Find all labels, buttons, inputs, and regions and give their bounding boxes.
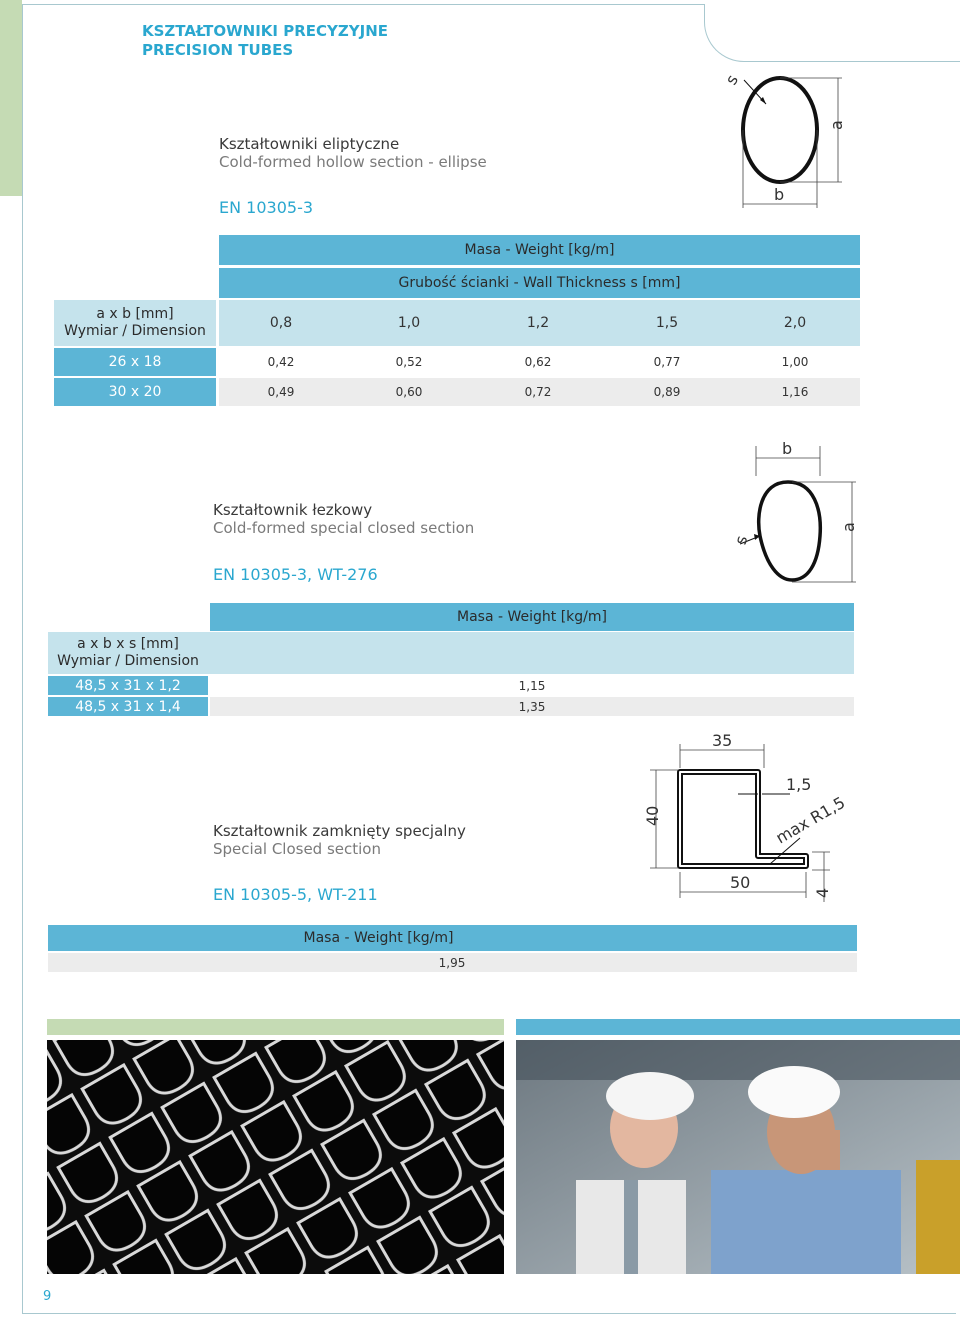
ellipse-dim-label-1: a x b [mm]: [96, 306, 174, 322]
special-row-dim: 48,5 x 31 x 1,2: [48, 676, 208, 695]
special-title-en: Cold-formed special closed section: [213, 519, 475, 537]
thickness-value: 0,8: [269, 315, 293, 331]
ellipse-dim-label-2: Wymiar / Dimension: [64, 323, 206, 339]
closed-dim-4: 4: [813, 887, 832, 898]
ellipse-title-en: Cold-formed hollow section - ellipse: [219, 153, 487, 171]
ellipse-thickness-header: Grubość ścianki - Wall Thickness s [mm]: [219, 268, 860, 298]
table-cell: 0,52: [395, 355, 423, 369]
teardrop-diagram: [730, 436, 860, 588]
tubes-photo: [47, 1040, 504, 1274]
thickness-value: 2,0: [783, 315, 807, 331]
table-cell: 0,62: [524, 355, 552, 369]
teardrop-dim-a: a: [839, 522, 858, 532]
table-row: [219, 348, 860, 376]
closed-section-diagram: [630, 726, 860, 906]
closed-weight-value: 1,95: [438, 955, 466, 970]
table-cell: 0,49: [267, 385, 295, 399]
teardrop-dim-s: s: [730, 533, 752, 547]
ellipse-diagram: [720, 60, 870, 210]
table-cell: 0,72: [524, 385, 552, 399]
special-row-value: 1,35: [210, 697, 854, 716]
workers-photo: [516, 1040, 960, 1274]
workers-photo-graphic: [516, 1040, 960, 1274]
ellipse-dim-a: a: [827, 120, 846, 130]
closed-standard: EN 10305-5, WT-211: [213, 885, 378, 904]
photo-accent-bar-right: [516, 1019, 960, 1035]
header-title-en: PRECISION TUBES: [142, 41, 294, 59]
special-weight-header: Masa - Weight [kg/m]: [210, 603, 854, 631]
closed-weight-header-text: Masa - Weight [kg/m]: [303, 930, 454, 946]
ellipse-weight-header: Masa - Weight [kg/m]: [219, 235, 860, 265]
closed-weight-header: [48, 925, 857, 951]
ellipse-dim-s: s: [721, 71, 742, 88]
page-number: 9: [43, 1289, 52, 1304]
teardrop-dim-b: b: [782, 439, 793, 458]
ellipse-standard: EN 10305-3: [219, 198, 314, 217]
header-title-pl: KSZTAŁTOWNIKI PRECYZYJNE: [142, 22, 388, 40]
thickness-value: 1,0: [397, 315, 421, 331]
ellipse-dim-b: b: [774, 185, 785, 204]
table-cell: 1,16: [781, 385, 809, 399]
special-standard: EN 10305-3, WT-276: [213, 565, 378, 584]
ellipse-title-pl: Kształtowniki eliptyczne: [219, 135, 400, 153]
special-dim-label-1: a x b x s [mm]: [77, 636, 179, 652]
table-cell: 1,00: [781, 355, 809, 369]
closed-dim-40: 40: [643, 805, 662, 826]
tubes-photo-graphic: [47, 1040, 504, 1274]
closed-dim-50: 50: [730, 873, 751, 892]
special-title-pl: Kształtownik łezkowy: [213, 501, 373, 519]
special-dim-label-2: Wymiar / Dimension: [57, 653, 199, 669]
closed-title-en: Special Closed section: [213, 840, 381, 858]
special-dimension-label: [48, 636, 208, 670]
thickness-value: 1,2: [526, 315, 550, 331]
side-accent-bar: [0, 0, 22, 196]
table-cell: 0,42: [267, 355, 295, 369]
ellipse-thickness-row: [219, 300, 860, 346]
table-row: [219, 378, 860, 406]
closed-weight-row: [48, 953, 857, 972]
special-row-value: 1,15: [210, 676, 854, 695]
header-tab-curve: [704, 4, 960, 62]
ellipse-dimension-label: [54, 300, 216, 346]
photo-accent-bar-left: [47, 1019, 504, 1035]
thickness-value: 1,5: [655, 315, 679, 331]
table-cell: 0,89: [653, 385, 681, 399]
special-dimension-row: [48, 632, 854, 674]
closed-dim-35: 35: [712, 731, 733, 750]
table-cell: 0,60: [395, 385, 423, 399]
special-row-dim: 48,5 x 31 x 1,4: [48, 697, 208, 716]
ellipse-row-dim: 26 x 18: [54, 348, 216, 376]
closed-title-pl: Kształtownik zamknięty specjalny: [213, 822, 466, 840]
page-frame-top: [22, 4, 705, 5]
closed-dim-max-r: max R1,5: [772, 792, 849, 848]
ellipse-row-dim: 30 x 20: [54, 378, 216, 406]
closed-dim-1-5: 1,5: [786, 775, 812, 794]
table-cell: 0,77: [653, 355, 681, 369]
